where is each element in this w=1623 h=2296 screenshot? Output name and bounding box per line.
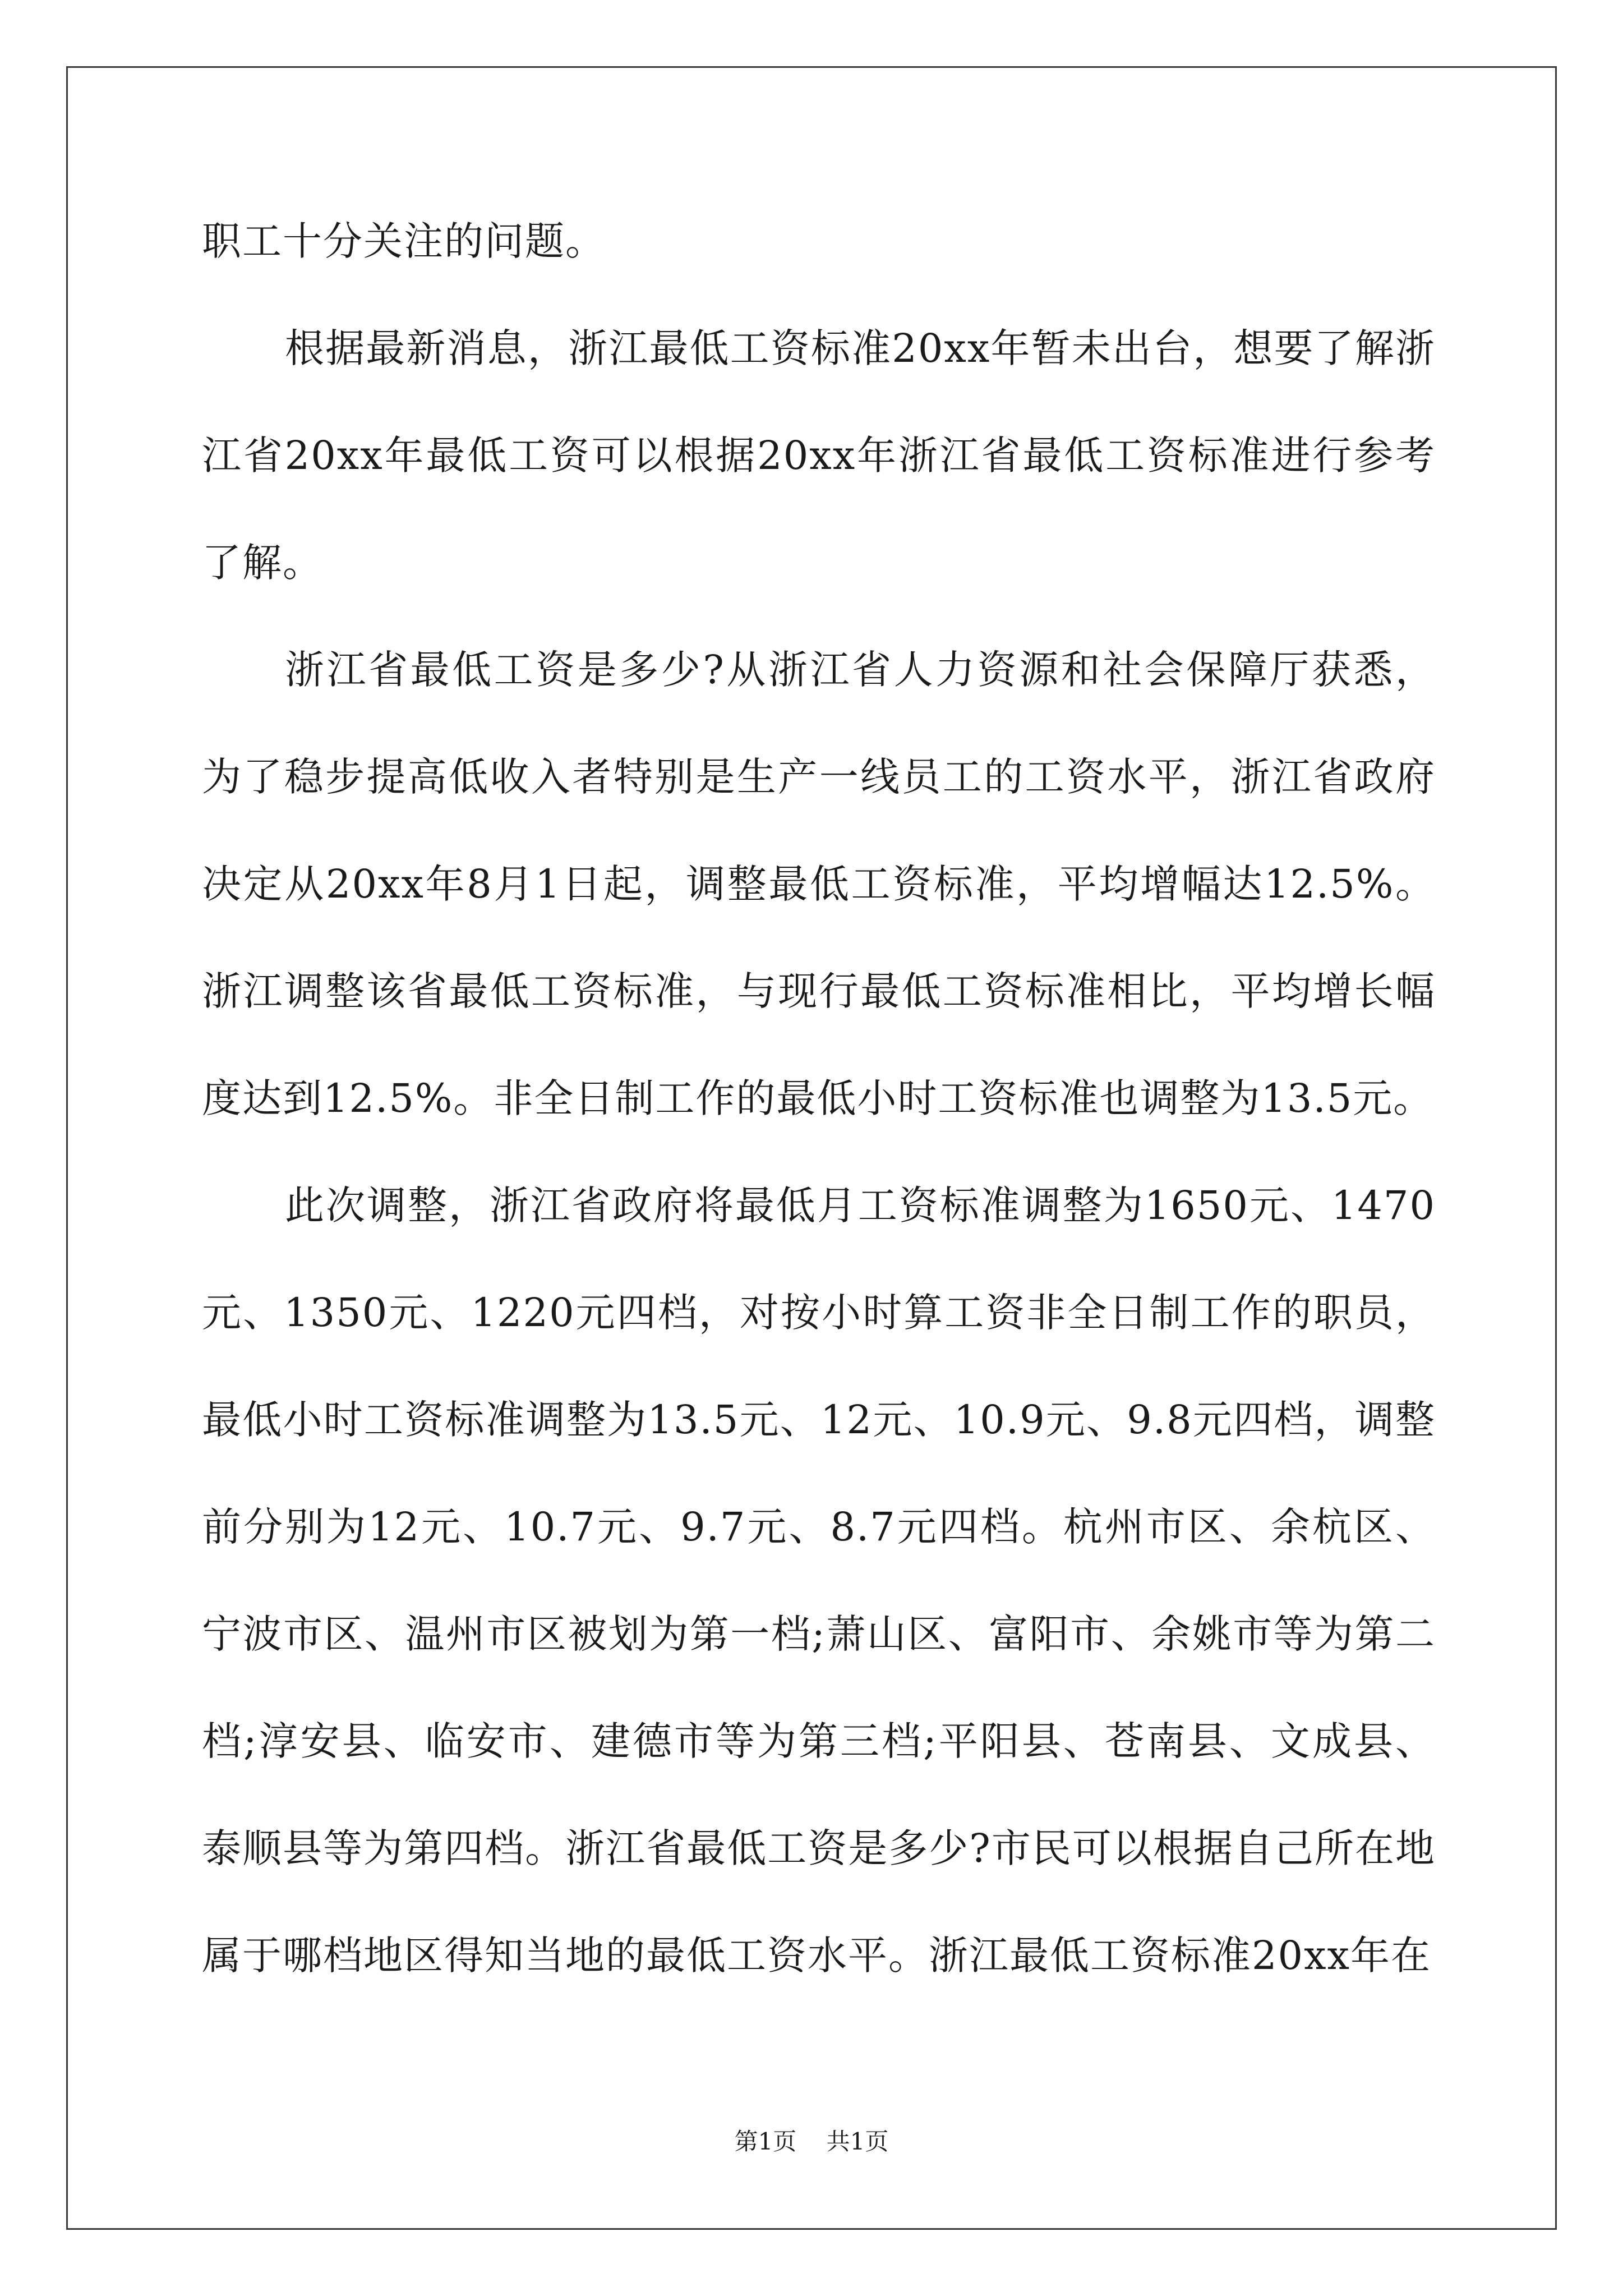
page-footer [0, 2125, 1623, 2159]
document-body [202, 188, 1436, 2009]
paragraph-1: 职工十分关注的问题。 [202, 218, 606, 264]
page-number: 第1页 [734, 2128, 797, 2155]
paragraph-2: 根据最新消息，浙江最低工资标准20xx年暂未出台，想要了解浙江省20xx年最低工资可以根据20xx年浙江省最低工资标准进行参考了解。 [202, 325, 1436, 586]
paragraph-3: 浙江省最低工资是多少?从浙江省人力资源和社会保障厅获悉，为了稳步提高低收入者特别是生产一线员工的工资水平，浙江省政府决定从20xx年8月1日起，调整最低工资标准，平均增幅达12.5%。浙江调整该省最低工资标准，与现行最低工资标准相比，平均增长幅度达到12.5%。非全日制工作的最低小时工资标准也调整为13.5元。 [202, 647, 1436, 1121]
page-total: 共1页 [826, 2128, 889, 2155]
paragraph-4: 此次调整，浙江省政府将最低月工资标准调整为1650元、1470元、1350元、1220元四档，对按小时算工资非全日制工作的职员，最低小时工资标准调整为13.5元、12元、10.9元、9.8元四档，调整前分别为12元、10.7元、9.7元、8.7元四档。杭州市区、余杭区、宁波市区、温州市区被划为第一档;萧山区、富阳市、余姚市等为第二档;淳安县、临安市、建德市等为第三档;平阳县、苍南县、文成县、泰顺县等为第四档。浙江省最低工资是多少?市民可以根据自己所在地属于哪档地区得知当地的最低工资水平。浙江最低工资标准20xx年在 [202, 1182, 1436, 1978]
